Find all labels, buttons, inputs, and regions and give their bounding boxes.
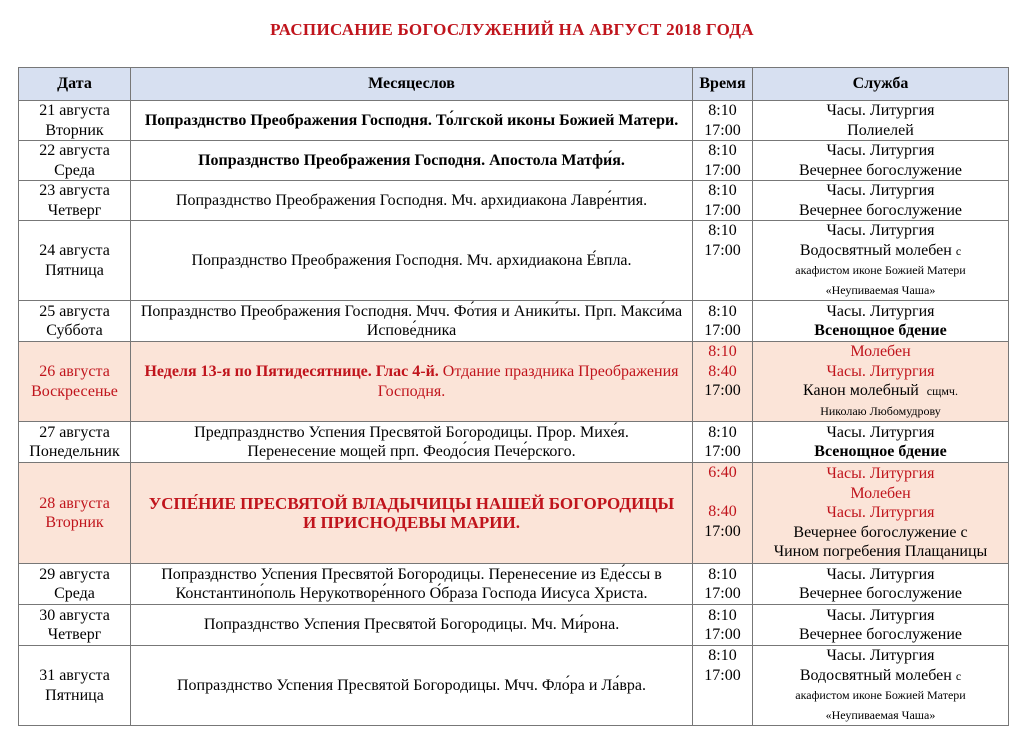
- time-cell: [693, 342, 753, 422]
- service-cell: [753, 181, 1009, 221]
- service-text: Вечернее богослужение: [798, 585, 963, 602]
- service-text: Николаю Любомудрову: [820, 403, 941, 418]
- service-text: Часы. Литургия: [826, 647, 935, 664]
- table-row: [19, 605, 1009, 646]
- service-cell: [753, 463, 1009, 564]
- date-cell: [19, 141, 131, 181]
- weekday-text: Среда: [54, 585, 95, 602]
- date-cell: [19, 463, 131, 564]
- time-text: 8:10: [708, 302, 737, 320]
- service-text: Молебен: [850, 484, 911, 502]
- time-text: 8:10: [708, 142, 737, 159]
- table-row: [19, 422, 1009, 463]
- menologion-cell: [131, 564, 693, 605]
- service-cell: [753, 422, 1009, 463]
- header-time: Время: [693, 68, 753, 101]
- time-text: 17:00: [704, 626, 741, 643]
- time-text: 8:40: [708, 503, 737, 520]
- service-text: Вечернее богослужение: [798, 201, 963, 219]
- service-cell: [753, 301, 1009, 342]
- menologion-cell: [131, 301, 693, 342]
- menologion-text: Попразднство Успения Пресвятой Богородицы. Перенесение из Еде́ссы в Константино́поль Нерукотворе́нного О́браза Господа Иисуса Христа.: [161, 565, 662, 602]
- service-text: Часы. Литургия: [826, 142, 935, 159]
- time-text: 8:10: [708, 102, 737, 119]
- service-text: Часы. Литургия: [826, 222, 935, 239]
- service-text: «Неупиваемая Чаша»: [825, 707, 936, 722]
- table-row: [19, 342, 1009, 422]
- weekday-text: Вторник: [45, 514, 104, 531]
- service-cell: [753, 221, 1009, 301]
- weekday-text: Среда: [54, 161, 95, 179]
- date-cell: [19, 564, 131, 605]
- date-text: 23 августа: [39, 182, 110, 199]
- time-cell: [693, 422, 753, 463]
- date-text: 21 августа: [39, 102, 110, 119]
- time-cell: [693, 646, 753, 726]
- time-text: 17:00: [704, 161, 741, 179]
- table-row: [19, 463, 1009, 564]
- time-text: 8:10: [708, 647, 737, 664]
- menologion-cell: [131, 141, 693, 181]
- table-row: [19, 141, 1009, 181]
- service-text: Всенощное бдение: [814, 443, 947, 460]
- weekday-text: Вторник: [45, 121, 104, 139]
- service-text: акафистом иконе Божией Матери: [795, 688, 966, 702]
- time-text: 6:40: [708, 464, 737, 481]
- date-text: 30 августа: [39, 606, 110, 624]
- time-text: 17:00: [704, 443, 741, 460]
- table-row: [19, 101, 1009, 141]
- date-text: 27 августа: [39, 423, 110, 441]
- date-cell: [19, 221, 131, 301]
- date-text: 28 августа: [39, 494, 110, 512]
- menologion-text: Попразднство Преображения Господня. Мч. архидиакона Лавре́нтия.: [175, 191, 648, 209]
- time-cell: [693, 564, 753, 605]
- weekday-text: Пятница: [45, 686, 104, 704]
- time-cell: [693, 301, 753, 342]
- table-row: [19, 181, 1009, 221]
- weekday-text: Воскресенье: [31, 382, 118, 400]
- service-text: сщмч.: [926, 384, 958, 398]
- time-text: 17:00: [704, 585, 741, 602]
- menologion-cell: [131, 605, 693, 646]
- time-text: 8:40: [708, 362, 737, 380]
- service-text: Часы. Литургия: [826, 362, 935, 380]
- header-menologion: Месяцеслов: [131, 68, 693, 101]
- service-text-wrap: [755, 241, 1006, 262]
- time-text: 17:00: [704, 241, 741, 259]
- time-text: 8:10: [708, 222, 737, 239]
- table-row: [19, 221, 1009, 301]
- header-date: Дата: [19, 68, 131, 101]
- service-text: «Неупиваемая Чаша»: [825, 282, 936, 297]
- time-text: 8:10: [708, 565, 737, 583]
- date-cell: [19, 342, 131, 422]
- time-cell: [693, 141, 753, 181]
- menologion-text: Попразднство Преображения Господня. Апостола Матфи́я.: [198, 151, 625, 169]
- menologion-text: УСПЕ́НИЕ ПРЕСВЯТОЙ ВЛАДЫЧИЦЫ НАШЕЙ БОГОРОДИЦЫ: [148, 493, 675, 513]
- menologion-cell: [131, 463, 693, 564]
- date-cell: [19, 301, 131, 342]
- service-text: Часы. Литургия: [826, 423, 935, 441]
- service-cell: [753, 646, 1009, 726]
- service-cell: [753, 342, 1009, 422]
- table-row: [19, 301, 1009, 342]
- time-text: 17:00: [704, 121, 741, 139]
- date-text: 29 августа: [39, 565, 110, 583]
- service-text: Часы. Литургия: [826, 102, 935, 119]
- weekday-text: Четверг: [47, 626, 102, 643]
- schedule-table: [18, 67, 1009, 726]
- service-text-wrap: [755, 666, 1006, 687]
- date-cell: [19, 605, 131, 646]
- menologion-text: Отдание праздника Преображения Господня.: [377, 363, 679, 400]
- menologion-text: Попразднство Преображения Господня. Мчч. Фо́тия и Аники́ты. Прп. Макси́ма Испове́дника: [140, 302, 683, 339]
- menologion-text: Предпразднство Успения Пресвятой Богородицы. Прор. Михе́я.: [194, 423, 629, 441]
- service-text: Канон молебный: [803, 382, 919, 399]
- date-cell: [19, 646, 131, 726]
- time-cell: [693, 101, 753, 141]
- service-text: Вечернее богослужение с: [793, 523, 968, 541]
- time-text: 8:10: [708, 343, 737, 360]
- time-cell: [693, 605, 753, 646]
- time-cell: [693, 221, 753, 301]
- weekday-text: Понедельник: [29, 443, 120, 460]
- menologion-cell: [131, 221, 693, 301]
- menologion-text: Попразднство Преображения Господня. Мч. архидиакона Е́впла.: [191, 251, 632, 269]
- service-text: Часы. Литургия: [826, 302, 935, 320]
- service-text: Часы. Литургия: [826, 606, 935, 624]
- date-text: 22 августа: [39, 142, 110, 159]
- time-text: 17:00: [704, 522, 741, 540]
- weekday-text: Суббота: [46, 322, 103, 339]
- date-text: 25 августа: [39, 302, 110, 320]
- table-row: [19, 646, 1009, 726]
- time-text: 17:00: [704, 666, 741, 684]
- menologion-text: Попразднство Успения Пресвятой Богородицы. Мч. Ми́рона.: [203, 616, 620, 634]
- service-text: Часы. Литургия: [826, 182, 935, 199]
- menologion-cell: [131, 422, 693, 463]
- service-text: Вечернее богослужение: [798, 626, 963, 643]
- menologion-text: Перенесение мощей прп. Феодо́сия Пече́рского.: [247, 443, 576, 460]
- time-text: 17:00: [704, 201, 741, 219]
- page-title: РАСПИСАНИЕ БОГОСЛУЖЕНИЙ НА АВГУСТ 2018 ГОДА: [270, 20, 754, 39]
- menologion-cell: [131, 181, 693, 221]
- date-text: 31 августа: [39, 667, 110, 684]
- menologion-cell: [131, 101, 693, 141]
- service-cell: [753, 605, 1009, 646]
- date-cell: [19, 422, 131, 463]
- menologion-text: Неделя 13-я по Пятидесятнице. Глас 4-й.: [144, 363, 439, 380]
- menologion-text: И ПРИСНОДЕВЫ МАРИИ.: [303, 513, 520, 532]
- table-header-row: [19, 68, 1009, 101]
- time-text: 8:10: [708, 182, 737, 199]
- menologion-cell: [131, 646, 693, 726]
- time-text: 17:00: [704, 382, 741, 399]
- service-text: Полиелей: [847, 121, 914, 139]
- date-text: 26 августа: [39, 363, 110, 380]
- menologion-cell: [131, 342, 693, 422]
- date-cell: [19, 181, 131, 221]
- service-cell: [753, 101, 1009, 141]
- header-service: Служба: [753, 68, 1009, 101]
- time-cell: [693, 181, 753, 221]
- time-text: 8:10: [708, 606, 737, 624]
- service-text: Часы. Литургия: [826, 465, 935, 483]
- service-text: Всенощное бдение: [814, 322, 947, 339]
- service-text: Часы. Литургия: [826, 504, 935, 522]
- date-text: 24 августа: [39, 242, 110, 259]
- service-text: Водосвятный молебен: [799, 666, 952, 684]
- service-cell: [753, 141, 1009, 181]
- service-text-wrap: [755, 381, 1006, 402]
- service-text: с: [955, 668, 962, 683]
- time-text: 17:00: [704, 322, 741, 339]
- menologion-text: Попразднство Успения Пресвятой Богородицы. Мчч. Фло́ра и Ла́вра.: [176, 676, 647, 694]
- table-row: [19, 564, 1009, 605]
- weekday-text: Четверг: [47, 201, 102, 219]
- service-text: Чином погребения Плащаницы: [773, 543, 988, 561]
- weekday-text: Пятница: [45, 261, 104, 279]
- service-text: Часы. Литургия: [826, 565, 935, 583]
- service-text: Водосвятный молебен: [799, 241, 952, 259]
- service-cell: [753, 564, 1009, 605]
- menologion-text: Попразднство Преображения Господня. То́лгской иконы Божией Матери.: [144, 111, 679, 129]
- service-text: Молебен: [850, 343, 911, 360]
- date-cell: [19, 101, 131, 141]
- time-text: 8:10: [708, 423, 737, 441]
- time-cell: [693, 463, 753, 564]
- service-text: акафистом иконе Божией Матери: [795, 263, 966, 277]
- service-text: с: [955, 243, 962, 258]
- service-text: Вечернее богослужение: [798, 161, 963, 179]
